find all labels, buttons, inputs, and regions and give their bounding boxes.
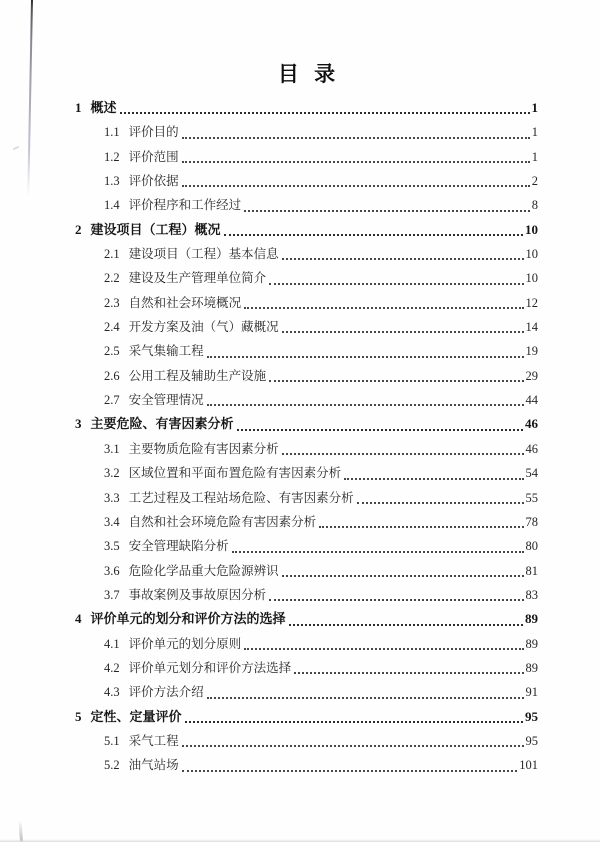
toc-entry-page: 78 xyxy=(525,514,538,529)
toc-entry xyxy=(75,583,538,607)
toc-dot-leader xyxy=(282,453,524,455)
toc-entry-page: 89 xyxy=(525,660,538,675)
toc-dot-leader xyxy=(344,478,523,480)
toc-entry-label: 开发方案及油（气）藏概况 xyxy=(128,320,279,335)
toc-entry xyxy=(75,96,538,120)
toc-entry-label: 油气站场 xyxy=(128,758,179,773)
toc-dot-leader xyxy=(207,697,524,699)
toc-entry xyxy=(75,461,538,485)
toc-entry-number: 2.7 xyxy=(104,393,120,408)
toc-dot-leader xyxy=(244,648,523,650)
toc-entry xyxy=(75,559,538,583)
toc-entry xyxy=(75,120,538,144)
toc-entry xyxy=(75,218,538,242)
toc-entry-page: 80 xyxy=(525,539,538,554)
toc-dot-leader xyxy=(182,161,530,163)
toc-entry-page: 89 xyxy=(525,611,538,627)
toc-entry-label: 区域位置和平面布置危险有害因素分析 xyxy=(128,466,342,481)
toc-entry-page: 55 xyxy=(525,490,538,505)
toc-entry-label: 评价目的 xyxy=(128,125,179,140)
toc-entry-label: 建设项目（工程）概况 xyxy=(90,221,221,237)
toc-entry-label: 采气集输工程 xyxy=(128,344,204,359)
toc-entry-page: 46 xyxy=(525,416,538,432)
toc-entry-number: 1.2 xyxy=(104,149,120,164)
toc-entry-page: 1 xyxy=(531,125,538,140)
toc-entry-label: 建设项目（工程）基本信息 xyxy=(128,247,279,262)
table-of-contents xyxy=(75,96,538,778)
toc-entry xyxy=(75,266,538,290)
toc-entry-label: 安全管理情况 xyxy=(128,393,204,408)
toc-dot-leader xyxy=(269,599,523,601)
toc-entry xyxy=(75,437,538,461)
toc-entry xyxy=(75,534,538,558)
toc-entry-page: 95 xyxy=(525,733,538,748)
toc-entry-number: 3.2 xyxy=(104,466,120,481)
toc-entry-number: 3 xyxy=(75,416,82,432)
toc-entry-number: 2.5 xyxy=(104,344,120,359)
toc-dot-leader xyxy=(120,112,530,114)
toc-entry-label: 概述 xyxy=(90,100,117,115)
toc-entry-page: 12 xyxy=(525,295,538,310)
toc-entry-label: 评价程序和工作经过 xyxy=(128,198,242,213)
toc-entry-label: 危险化学品重大危险源辨识 xyxy=(128,563,279,578)
toc-entry-number: 4.3 xyxy=(104,685,120,700)
toc-entry-number: 1.4 xyxy=(104,198,120,213)
toc-dot-leader xyxy=(357,502,524,504)
toc-entry-page: 54 xyxy=(525,466,538,481)
toc-entry-number: 1 xyxy=(75,100,82,115)
toc-entry-number: 2.2 xyxy=(104,271,120,286)
toc-entry-page: 101 xyxy=(519,758,538,773)
toc-entry xyxy=(75,680,538,704)
toc-entry-number: 4 xyxy=(75,611,82,627)
toc-dot-leader xyxy=(182,745,524,747)
toc-entry-number: 2 xyxy=(75,221,82,237)
toc-dot-leader xyxy=(207,356,524,358)
toc-entry-page: 10 xyxy=(525,271,538,286)
toc-entry-label: 评价方法介绍 xyxy=(128,685,204,700)
toc-dot-leader xyxy=(244,210,530,212)
toc-entry-label: 评价范围 xyxy=(128,149,179,164)
toc-entry-number: 4.1 xyxy=(104,636,120,651)
toc-entry-label: 评价单元划分和评价方法选择 xyxy=(128,660,292,675)
toc-entry xyxy=(75,729,538,753)
toc-entry-page: 1 xyxy=(531,149,538,164)
toc-dot-leader xyxy=(244,307,523,309)
page-title: 目 录 xyxy=(277,62,336,86)
toc-entry-page: 10 xyxy=(525,221,538,237)
toc-entry xyxy=(75,339,538,363)
toc-dot-leader xyxy=(294,672,523,674)
toc-entry xyxy=(75,607,538,631)
toc-entry-number: 5.2 xyxy=(104,758,120,773)
toc-entry xyxy=(75,145,538,169)
toc-entry xyxy=(75,656,538,680)
toc-dot-leader xyxy=(237,429,523,431)
toc-entry-page: 91 xyxy=(525,685,538,700)
toc-entry-page: 29 xyxy=(525,368,538,383)
toc-entry-label: 采气工程 xyxy=(128,733,179,748)
toc-entry-page: 19 xyxy=(525,344,538,359)
toc-entry xyxy=(75,388,538,412)
toc-dot-leader xyxy=(319,526,523,528)
toc-entry-number: 3.4 xyxy=(104,514,120,529)
toc-entry-label: 工艺过程及工程站场危险、有害因素分析 xyxy=(128,490,354,505)
toc-entry-page: 14 xyxy=(525,320,538,335)
toc-entry-label: 主要物质危险有害因素分析 xyxy=(128,441,279,456)
toc-entry-label: 公用工程及辅助生产设施 xyxy=(128,368,267,383)
toc-entry-label: 自然和社会环境危险有害因素分析 xyxy=(128,514,317,529)
toc-entry-page: 8 xyxy=(531,198,538,213)
toc-entry xyxy=(75,315,538,339)
toc-entry-number: 3.3 xyxy=(104,490,120,505)
toc-entry-number: 5 xyxy=(75,708,82,724)
toc-entry xyxy=(75,412,538,436)
toc-dot-leader xyxy=(282,258,524,260)
toc-dot-leader xyxy=(289,624,523,626)
toc-entry xyxy=(75,486,538,510)
toc-entry-page: 81 xyxy=(525,563,538,578)
toc-entry-number: 3.6 xyxy=(104,563,120,578)
toc-dot-leader xyxy=(232,551,524,553)
toc-dot-leader xyxy=(269,380,523,382)
toc-dot-leader xyxy=(182,770,518,772)
toc-entry xyxy=(75,510,538,534)
toc-dot-leader xyxy=(207,404,524,406)
toc-entry xyxy=(75,169,538,193)
toc-entry-page: 46 xyxy=(525,441,538,456)
toc-dot-leader xyxy=(282,331,524,333)
toc-entry xyxy=(75,753,538,777)
toc-entry-number: 2.6 xyxy=(104,368,120,383)
toc-entry-number: 3.7 xyxy=(104,587,120,602)
toc-entry xyxy=(75,632,538,656)
toc-entry-label: 评价依据 xyxy=(128,174,179,189)
toc-entry-page: 1 xyxy=(531,100,538,115)
toc-entry-number: 1.1 xyxy=(104,125,120,140)
toc-entry-page: 44 xyxy=(525,393,538,408)
toc-entry-label: 安全管理缺陷分析 xyxy=(128,539,229,554)
toc-entry xyxy=(75,291,538,315)
toc-entry-label: 定性、定量评价 xyxy=(90,708,182,724)
toc-entry-number: 1.3 xyxy=(104,174,120,189)
toc-entry-number: 2.1 xyxy=(104,247,120,262)
toc-dot-leader xyxy=(182,185,530,187)
toc-entry-label: 评价单元的划分原则 xyxy=(128,636,242,651)
toc-entry-number: 2.3 xyxy=(104,295,120,310)
toc-dot-leader xyxy=(185,721,523,723)
toc-entry-number: 3.5 xyxy=(104,539,120,554)
toc-entry-label: 主要危险、有害因素分析 xyxy=(90,416,234,432)
toc-entry-page: 89 xyxy=(525,636,538,651)
toc-entry-page: 95 xyxy=(525,708,538,724)
toc-entry-page: 83 xyxy=(525,587,538,602)
toc-entry xyxy=(75,705,538,729)
toc-entry-label: 建设及生产管理单位简介 xyxy=(128,271,267,286)
toc-dot-leader xyxy=(269,283,523,285)
toc-dot-leader xyxy=(282,575,524,577)
toc-entry-label: 评价单元的划分和评价方法的选择 xyxy=(90,611,286,627)
toc-entry-number: 4.2 xyxy=(104,660,120,675)
toc-entry xyxy=(75,193,538,217)
toc-entry xyxy=(75,364,538,388)
toc-entry-number: 3.1 xyxy=(104,441,120,456)
toc-entry-page: 10 xyxy=(525,247,538,262)
toc-entry-number: 2.4 xyxy=(104,320,120,335)
toc-entry-label: 自然和社会环境概况 xyxy=(128,295,242,310)
toc-dot-leader xyxy=(224,234,523,236)
toc-entry xyxy=(75,242,538,266)
toc-entry-page: 2 xyxy=(531,174,538,189)
toc-entry-number: 5.1 xyxy=(104,733,120,748)
toc-entry-label: 事故案例及事故原因分析 xyxy=(128,587,267,602)
toc-dot-leader xyxy=(182,137,530,139)
